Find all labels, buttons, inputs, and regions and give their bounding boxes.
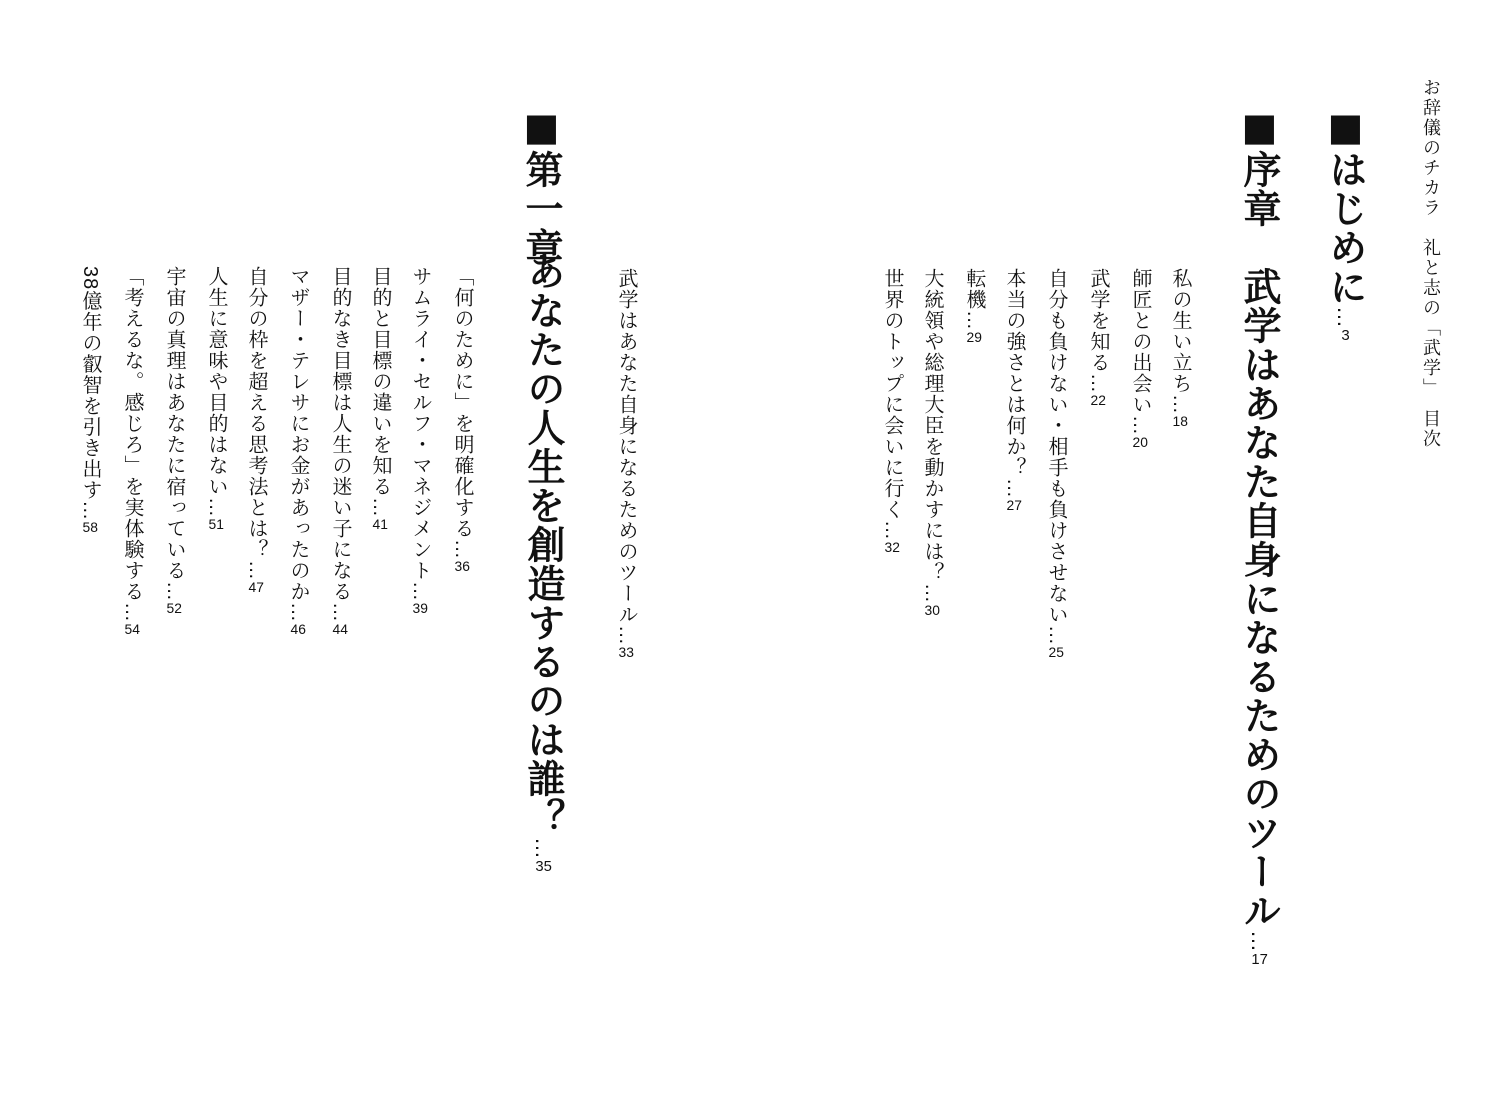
toc-entry-ellipsis: … (369, 497, 391, 517)
toc-header (1422, 78, 1440, 449)
toc-entry-page: 22 (1090, 393, 1106, 407)
toc-entry-page: 41 (372, 517, 388, 531)
toc-entry-page: 30 (924, 603, 940, 617)
toc-entry-ellipsis: … (963, 310, 985, 330)
toc-entry (80, 266, 100, 534)
chapter-1-ellipsis: … (531, 837, 556, 859)
toc-entry-page: 18 (1172, 414, 1188, 428)
toc-entry-label: 38億年の叡智を引き出す (79, 266, 101, 501)
chapter-josho-ellipsis: … (1247, 930, 1272, 952)
toc-entry-ellipsis: … (287, 602, 309, 622)
toc-entry (164, 266, 184, 615)
toc-entry-ellipsis: … (881, 520, 903, 540)
toc-entry (206, 266, 226, 531)
toc-entry (922, 268, 942, 617)
toc-header-text: お辞儀のチカラ 礼と志の「武学」 目次 (1421, 78, 1441, 449)
toc-entry-page: 46 (290, 622, 306, 636)
toc-entry-page: 32 (884, 540, 900, 554)
toc-entry-page: 33 (618, 645, 634, 659)
toc-entry (882, 268, 902, 554)
toc-entry (246, 266, 266, 594)
toc-entry-page: 36 (454, 559, 470, 573)
toc-entry (964, 268, 984, 344)
toc-entry-ellipsis: … (1087, 373, 1109, 393)
toc-entry (616, 268, 636, 659)
chapter-1-heading (521, 252, 566, 874)
toc-entry-ellipsis: … (409, 581, 431, 601)
toc-entry-page: 52 (166, 601, 182, 615)
chapter-hajimeni-ellipsis: … (1333, 306, 1358, 328)
toc-entry-page: 29 (966, 330, 982, 344)
toc-entry (288, 266, 308, 636)
toc-entry (1170, 268, 1190, 428)
toc-entry-ellipsis: … (205, 497, 227, 517)
chapter-1-page: 35 (535, 859, 552, 874)
toc-entry-page: 44 (332, 622, 348, 636)
chapter-1-title: あなたの人生を創造するのは誰？ (521, 252, 566, 837)
toc-entry-ellipsis: … (1129, 415, 1151, 435)
chapter-josho-heading (1237, 104, 1282, 967)
toc-entry-page: 58 (82, 520, 98, 535)
toc-entry-ellipsis: … (921, 583, 943, 603)
toc-entry-page: 47 (248, 580, 264, 594)
toc-entry-page: 25 (1048, 645, 1064, 659)
toc-entry (1004, 268, 1024, 512)
toc-entry-label: 武学はあなた自身になるためのツール (615, 268, 637, 625)
toc-entry-ellipsis: … (121, 602, 143, 622)
toc-entry-page: 54 (124, 622, 140, 636)
toc-entry-ellipsis: … (329, 602, 351, 622)
toc-entry-label: 自分も負けない・相手も負けさせない (1045, 268, 1067, 625)
toc-entry-page: 27 (1006, 498, 1022, 512)
toc-entry (1046, 268, 1066, 659)
toc-entry-page: 39 (412, 601, 428, 615)
chapter-josho-title: ■序章 武学はあなた自身になるためのツール (1237, 104, 1282, 930)
toc-entry-ellipsis: … (615, 625, 637, 645)
toc-entry-ellipsis: … (1045, 625, 1067, 645)
chapter-1-marker-text: ■第一章 (519, 104, 564, 267)
chapter-josho-page: 17 (1251, 952, 1268, 967)
toc-entry-label: 私の生い立ち (1169, 268, 1191, 394)
toc-entry (410, 266, 430, 615)
toc-entry-label: 自分の枠を超える思考法とは？ (245, 266, 267, 560)
toc-entry-label: 人生に意味や目的はない (205, 266, 227, 497)
chapter-hajimeni-heading (1323, 104, 1368, 343)
toc-entry-label: 目的と目標の違いを知る (369, 266, 391, 497)
toc-entry-label: 世界のトップに会いに行く (881, 268, 903, 520)
toc-entry (122, 266, 142, 636)
toc-entry (370, 266, 390, 531)
toc-entry-label: 転機 (963, 268, 985, 310)
toc-entry-ellipsis: … (245, 560, 267, 580)
toc-entry-label: 本当の強さとは何か？ (1003, 268, 1025, 478)
toc-entry-label: サムライ・セルフ・マネジメント (409, 266, 431, 581)
toc-entry-ellipsis: … (79, 500, 101, 521)
toc-entry-label: 武学を知る (1087, 268, 1109, 373)
toc-entry-ellipsis: … (451, 539, 473, 559)
toc-entry-label: 目的なき目標は人生の迷い子になる (329, 266, 351, 602)
toc-entry-label: 宇宙の真理はあなたに宿っている (163, 266, 185, 581)
toc-entry (1088, 268, 1108, 407)
toc-entry-label: 「何のために」を明確化する (451, 266, 473, 539)
chapter-hajimeni-page: 3 (1341, 328, 1350, 343)
chapter-hajimeni-title: ■はじめに (1323, 104, 1368, 306)
toc-entry-page: 20 (1132, 435, 1148, 449)
toc-entry-label: 「考えるな。感じろ」を実体験する (121, 266, 143, 602)
toc-entry-label: 師匠との出会い (1129, 268, 1151, 415)
toc-entry (452, 266, 472, 573)
toc-entry-ellipsis: … (1003, 478, 1025, 498)
toc-entry-page: 51 (208, 517, 224, 531)
toc-entry-ellipsis: … (1169, 394, 1191, 414)
toc-entry (1130, 268, 1150, 449)
toc-entry-ellipsis: … (163, 581, 185, 601)
chapter-1-marker (519, 104, 564, 267)
toc-entry-label: 大統領や総理大臣を動かすには？ (921, 268, 943, 583)
toc-entry-label: マザー・テレサにお金があったのか (287, 266, 309, 602)
toc-entry (330, 266, 350, 636)
